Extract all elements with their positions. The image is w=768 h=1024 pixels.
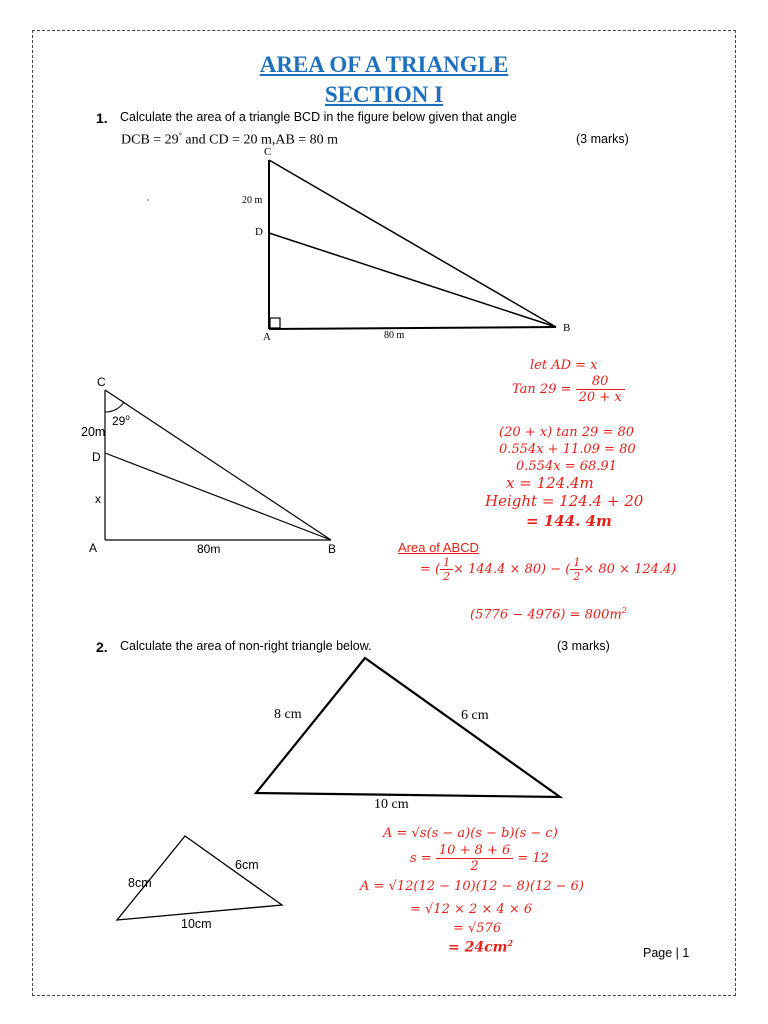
page-title: AREA OF A TRIANGLE (259, 52, 509, 77)
question-1-given: DCB = 29° and CD = 20 m,AB = 80 m (121, 131, 339, 148)
fig1-label-ab: 80 m (384, 330, 405, 341)
q2-solution-line-3: A = √12(12 − 10)(12 − 8)(12 − 6) (360, 879, 584, 894)
fig3-label-b: 6 cm (461, 708, 489, 723)
fig2-label-d: D (92, 450, 101, 464)
q1-area-heading: Area of ABCD (398, 540, 479, 555)
question-1-text: Calculate the area of a triangle BCD in the figure below given that angle (120, 110, 517, 124)
q1-solution-line-2: Tan 29 = $\frac{80}{20 + x}$ (512, 374, 625, 405)
q2-solution-line-1: A = √s(s − a)(s − b)(s − c) (383, 826, 558, 841)
question-2-number: 2. (96, 639, 108, 655)
fig1-label-a: A (263, 331, 271, 343)
fig1-label-cd: 20 m (242, 195, 263, 206)
q1-solution-line-6: x = 124.4m (506, 474, 594, 492)
fig3-label-c: 10 cm (374, 797, 409, 812)
fig2-label-angle: 29$^o$ (112, 413, 130, 428)
section-title: SECTION I (324, 82, 444, 107)
fig2-label-cd: 20m (81, 425, 106, 439)
q1-solution-line-1: let AD = x (530, 358, 598, 373)
q1-solution-line-9: = ( $\frac{1}{2}$ × 144.4 × 80) − ( $\frac{1}{2}$ × 80 × 124.4) (420, 556, 677, 583)
q1-solution-line-3: (20 + x) tan 29 = 80 (499, 425, 635, 440)
page-number: Page | 1 (643, 946, 690, 960)
q1-solution-line-4: 0.554x + 11.09 = 80 (499, 442, 636, 457)
q1-solution-line-8: = 144. 4m (526, 512, 612, 530)
fig2-label-ab: 80m (197, 542, 221, 556)
q2-solution-line-6: = $24cm^2$ (448, 938, 514, 956)
q1-solution-line-5: 0.554x = 68.91 (516, 459, 617, 474)
question-1-marks: (3 marks) (576, 132, 629, 146)
question-2-text: Calculate the area of non-right triangle below. (120, 639, 372, 653)
question-2-marks: (3 marks) (557, 639, 610, 653)
fig4-label-a: 8cm (128, 876, 152, 890)
fig2-label-c: C (97, 375, 106, 389)
fig2-label-a: A (89, 541, 98, 555)
q2-solution-line-4: = √12 × 2 × 4 × 6 (410, 902, 533, 917)
question-1-number: 1. (96, 110, 108, 126)
fig2-label-b: B (328, 542, 337, 556)
fig2-label-ad: x (95, 492, 101, 506)
fig4-label-c: 10cm (181, 917, 212, 931)
fig4-label-b: 6cm (235, 858, 259, 872)
fig1-label-b: B (563, 322, 571, 334)
q1-solution-line-7: Height = 124.4 + 20 (485, 492, 644, 510)
q2-solution-line-2: s = $\frac{10 + 8 + 6}{2}$ = 12 (410, 843, 549, 874)
fig3-label-a: 8 cm (274, 707, 302, 722)
fig1-label-c: C (264, 146, 272, 158)
q2-solution-line-5: = √576 (453, 921, 502, 936)
q1-solution-line-10: $(5776 - 4976) = 800m^2$ (470, 606, 627, 623)
fig1-label-d: D (255, 226, 263, 238)
